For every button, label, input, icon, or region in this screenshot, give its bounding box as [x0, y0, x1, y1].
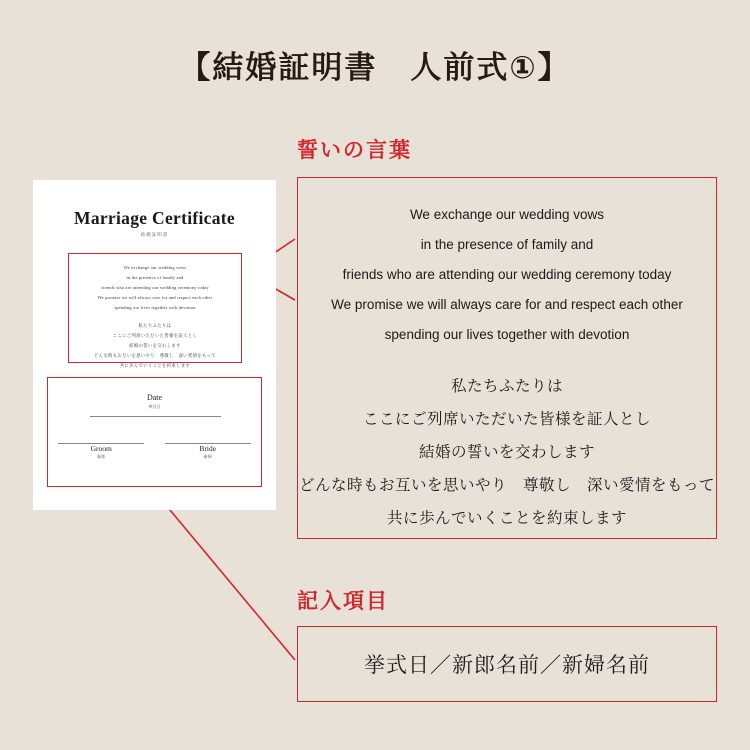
certificate-date-label: Date [146, 393, 163, 402]
certificate-vow-line: spending our lives together with devotion [114, 305, 196, 310]
certificate-bride-field [165, 440, 251, 460]
certificate-vow-line-jp: どんな時もお互いを思いやり 尊敬し 深い愛情をもって [93, 354, 217, 359]
vows-line-jp: どんな時もお互いを思いやり 尊敬し 深い愛情をもって [298, 476, 715, 494]
certificate-name-row [48, 440, 261, 460]
certificate-title: Marriage Certificate [74, 208, 235, 228]
certificate-vow-line: We exchange our wedding vows [123, 265, 187, 270]
certificate-vow-line: We promise we will always care for and respect each other [97, 295, 213, 300]
certificate-preview-card [33, 180, 276, 510]
vows-line-en: in the presence of family and [420, 237, 594, 252]
vows-section-heading: 誓いの言葉 [297, 138, 412, 162]
vows-line-en: spending our lives together with devotion [384, 327, 630, 342]
certificate-vow-line: friends who are attending our wedding ceremony today [101, 285, 209, 290]
certificate-vow-line-jp: 私たちふたりは [138, 324, 172, 329]
vows-line-jp: 私たちふたりは [450, 377, 563, 395]
certificate-vow-box [68, 253, 242, 369]
page-title: 【結婚証明書 人前式①】 [179, 50, 571, 86]
fields-callout-box [297, 626, 717, 702]
certificate-vow-line-jp: ここにご列席いただいた皆様を証人とし [112, 334, 198, 339]
fields-callout-text: 挙式日／新郎名前／新婦名前 [364, 653, 650, 677]
certificate-bride-label-jp: 新婦 [203, 454, 212, 459]
certificate-field-box [47, 377, 262, 487]
certificate-date-label-jp: 挙式日 [148, 404, 161, 409]
vows-line-jp: 共に歩んでいくことを約束します [386, 509, 627, 527]
certificate-groom-label: Groom [90, 444, 112, 453]
certificate-vow-line-jp: 共に歩んでいくことを約束します [119, 364, 191, 369]
vows-line-en: friends who are attending our wedding ceremony today [342, 267, 672, 282]
fields-section-heading: 記入項目 [297, 589, 389, 613]
vows-english-block [298, 200, 716, 350]
vows-callout-box [297, 177, 717, 539]
certificate-subtitle: 結婚証明書 [140, 233, 169, 238]
vows-japanese-block [298, 370, 716, 535]
vows-line-en: We promise we will always care for and respect each other [331, 297, 683, 312]
certificate-bride-label: Bride [199, 444, 217, 453]
vows-line-jp: ここにご列席いただいた皆様を証人とし [362, 410, 651, 428]
certificate-groom-label-jp: 新郎 [97, 454, 106, 459]
certificate-date-rule [90, 416, 221, 417]
certificate-vow-line-jp: 結婚の誓いを交わします [129, 344, 181, 349]
certificate-groom-field [58, 440, 144, 460]
vows-line-en: We exchange our wedding vows [409, 207, 605, 222]
certificate-vow-line: in the presence of family and [126, 275, 184, 280]
vows-line-jp: 結婚の誓いを交わします [418, 443, 595, 461]
spacer [69, 313, 241, 322]
